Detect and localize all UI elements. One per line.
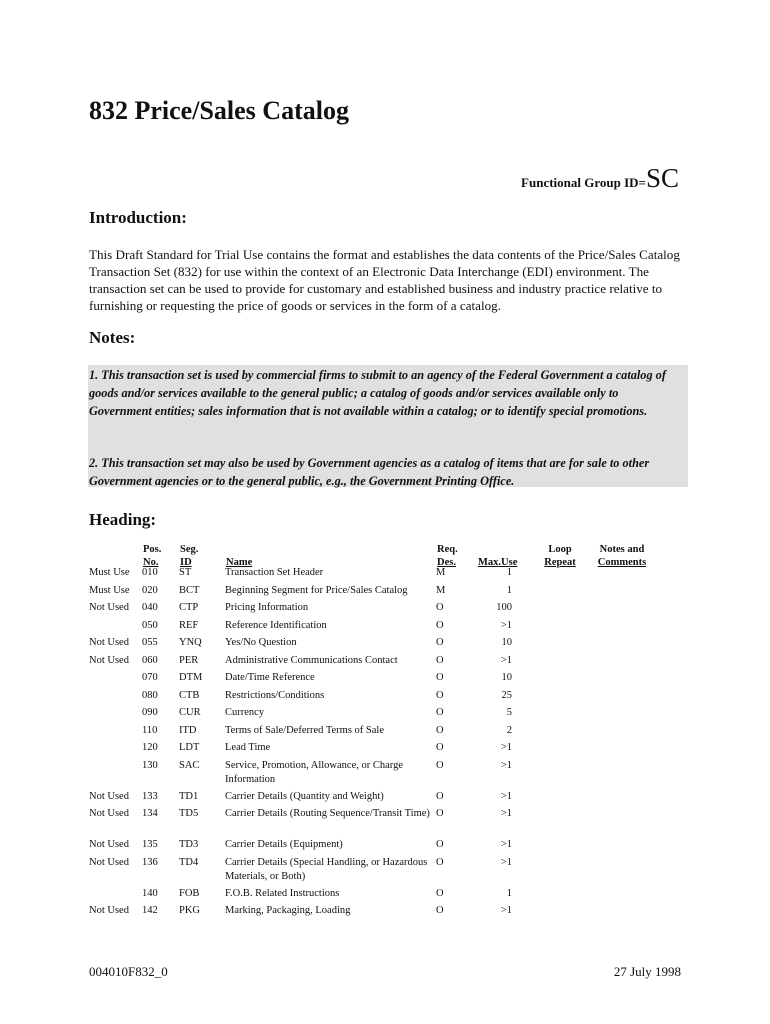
cell-pos: 090 (142, 707, 158, 718)
cell-pos: 142 (142, 905, 158, 916)
note-item: 2. This transaction set may also be used by Government agencies as a catalog of items that are for sale to other Government agencies or to the general public, e.g., the Government Printing Office. (89, 456, 650, 488)
cell-max: 10 (501, 672, 512, 683)
page-title: 832 Price/Sales Catalog (89, 96, 349, 125)
cell-pos: 140 (142, 887, 158, 899)
cell-pos: 040 (142, 602, 158, 613)
cell-max: 25 (501, 689, 512, 701)
cell-req: O (436, 619, 444, 631)
heading-section-heading: Heading: (89, 510, 157, 529)
col-header-seg-id: Seg. ID (180, 544, 199, 568)
cell-name: Lead Time (225, 742, 271, 753)
introduction-text: This Draft Standard for Trial Use contains the format and establishes the data contents of the Price/Sales Catalog Transaction Set (832) for use within the context of an Electronic Data Interchange (EDI) environment. The transaction set can be used to provide for customary and established business and industry practice relative to furnishing or requesting the price of goods or services in the form of a catalog. (89, 247, 680, 313)
cell-pos: 020 (142, 584, 158, 596)
table-row (89, 741, 512, 759)
cell-id: PKG (179, 905, 201, 916)
cell-use: Not Used (89, 790, 129, 802)
cell-req: O (436, 724, 444, 736)
cell-req: O (436, 839, 444, 850)
cell-pos: 110 (142, 724, 158, 736)
table-row (89, 689, 512, 707)
cell-id: CTB (179, 689, 200, 701)
cell-req: O (436, 602, 444, 613)
cell-use: Not Used (89, 637, 129, 648)
cell-pos: 080 (142, 689, 158, 701)
notes-heading: Notes: (89, 328, 136, 347)
cell-id: BCT (179, 584, 200, 596)
cell-pos: 050 (142, 619, 158, 631)
cell-req: O (436, 707, 444, 718)
cell-id: ITD (179, 724, 197, 736)
cell-max: >1 (500, 808, 512, 819)
table-row (89, 904, 512, 922)
cell-name: Carrier Details (Special Handling, or Hazardous Materials, or Both) (225, 856, 428, 882)
cell-pos: 130 (142, 759, 158, 771)
cell-use: Not Used (89, 905, 129, 916)
cell-max: 1 (506, 567, 512, 578)
cell-name: Marking, Packaging, Loading (225, 905, 351, 916)
cell-name: Reference Identification (225, 619, 327, 631)
cell-pos: 135 (142, 839, 158, 850)
cell-name: Administrative Communications Contact (225, 654, 398, 666)
table-row (89, 790, 512, 808)
cell-name: Pricing Information (225, 602, 309, 613)
cell-max: 5 (506, 707, 512, 718)
cell-max: >1 (500, 839, 512, 850)
document-date: 27 July 1998 (613, 964, 681, 979)
table-row (89, 807, 512, 838)
cell-use (89, 671, 142, 689)
col-header-name: Name (226, 557, 253, 568)
table-row (89, 654, 512, 672)
col-header-max-use: Max.Use (478, 557, 518, 568)
col-header-notes-comments: Notes and Comments (597, 544, 647, 568)
cell-use (89, 619, 142, 637)
table-row (89, 887, 512, 905)
table-row (89, 838, 512, 856)
cell-pos: 060 (142, 654, 158, 666)
cell-use (89, 887, 142, 905)
cell-pos: 120 (142, 742, 158, 753)
cell-max: >1 (500, 856, 512, 868)
cell-max: >1 (500, 790, 512, 802)
cell-req: O (436, 672, 444, 683)
cell-req: O (436, 654, 444, 666)
cell-max: 1 (506, 887, 512, 899)
cell-max: 10 (501, 637, 512, 648)
cell-id: FOB (179, 887, 200, 899)
cell-id: SAC (179, 759, 200, 771)
cell-name: Beginning Segment for Price/Sales Catalog (225, 584, 408, 596)
functional-group-value: SC (645, 163, 679, 193)
cell-max: >1 (500, 619, 512, 631)
cell-id: TD3 (179, 839, 199, 850)
cell-req: M (436, 567, 446, 578)
cell-req: O (436, 689, 444, 701)
introduction-heading: Introduction: (89, 208, 187, 227)
cell-use: Must Use (89, 584, 130, 596)
cell-name: Restrictions/Conditions (225, 689, 325, 701)
cell-req: O (436, 808, 444, 819)
table-row (89, 856, 512, 887)
cell-name: Transaction Set Header (225, 567, 324, 578)
cell-pos: 133 (142, 790, 158, 802)
table-row (89, 566, 512, 584)
cell-id: YNQ (179, 637, 202, 648)
cell-pos: 070 (142, 672, 158, 683)
cell-id: CTP (179, 602, 199, 613)
cell-use (89, 724, 142, 742)
col-header-pos: Pos. No. (143, 544, 162, 568)
cell-use: Not Used (89, 654, 129, 666)
cell-id: TD1 (179, 790, 199, 802)
cell-max: >1 (500, 759, 512, 771)
cell-req: O (436, 887, 444, 899)
cell-use (89, 759, 142, 790)
cell-use: Must Use (89, 567, 130, 578)
cell-req: O (436, 856, 444, 868)
table-row (89, 759, 512, 790)
cell-id: REF (179, 619, 199, 631)
cell-name: Terms of Sale/Deferred Terms of Sale (225, 724, 384, 736)
cell-pos: 010 (142, 567, 158, 578)
table-row (89, 671, 512, 689)
table-row (89, 724, 512, 742)
cell-id: LDT (179, 742, 200, 753)
cell-name: Carrier Details (Quantity and Weight) (225, 790, 384, 802)
cell-name: Carrier Details (Equipment) (225, 839, 343, 850)
cell-pos: 136 (142, 856, 158, 868)
cell-max: 100 (496, 602, 512, 613)
cell-max: 2 (506, 724, 512, 736)
functional-group-id (521, 163, 679, 194)
table-row (89, 619, 512, 637)
cell-name: Yes/No Question (225, 637, 297, 648)
cell-name: Date/Time Reference (225, 672, 315, 683)
cell-max: >1 (500, 654, 512, 666)
cell-req: O (436, 637, 444, 648)
cell-id: TD4 (179, 856, 199, 868)
document-id: 004010F832_0 (89, 964, 168, 979)
cell-req: O (436, 905, 444, 916)
cell-use: Not Used (89, 839, 129, 850)
cell-req: O (436, 790, 444, 802)
cell-req: M (436, 584, 446, 596)
cell-name: Currency (225, 707, 265, 718)
col-header-loop-repeat: Loop Repeat (544, 544, 576, 568)
cell-use (89, 706, 142, 724)
cell-id: PER (179, 654, 199, 666)
table-row (89, 601, 512, 619)
cell-pos: 134 (142, 808, 158, 819)
cell-use (89, 741, 142, 759)
cell-use: Not Used (89, 602, 129, 613)
cell-id: CUR (179, 707, 201, 718)
cell-use: Not Used (89, 856, 129, 868)
segment-table (89, 566, 512, 922)
cell-name: Service, Promotion, Allowance, or Charge Information (225, 759, 403, 785)
cell-max: >1 (500, 742, 512, 753)
col-header-req-des: Req. Des. (437, 544, 458, 568)
table-row (89, 584, 512, 602)
note-item: 1. This transaction set is used by commercial firms to submit to an agency of the Federal Government a catalog of goods and/or services available to the general public; a catalog of goods and/or services available only to Government entities; sales information that is not available within a catalog; or to identify special promotions. (89, 368, 666, 418)
cell-use: Not Used (89, 808, 129, 819)
cell-max: >1 (500, 905, 512, 916)
table-row (89, 706, 512, 724)
cell-req: O (436, 759, 444, 771)
cell-name: F.O.B. Related Instructions (225, 887, 340, 899)
cell-name: Carrier Details (Routing Sequence/Transit Time) (225, 808, 430, 819)
functional-group-label: Functional Group ID= (521, 175, 646, 190)
cell-req: O (436, 742, 444, 753)
cell-use (89, 689, 142, 707)
cell-id: ST (179, 567, 192, 578)
cell-pos: 055 (142, 637, 158, 648)
cell-id: TD5 (179, 808, 199, 819)
cell-id: DTM (179, 672, 203, 683)
cell-max: 1 (506, 584, 512, 596)
table-row (89, 636, 512, 654)
